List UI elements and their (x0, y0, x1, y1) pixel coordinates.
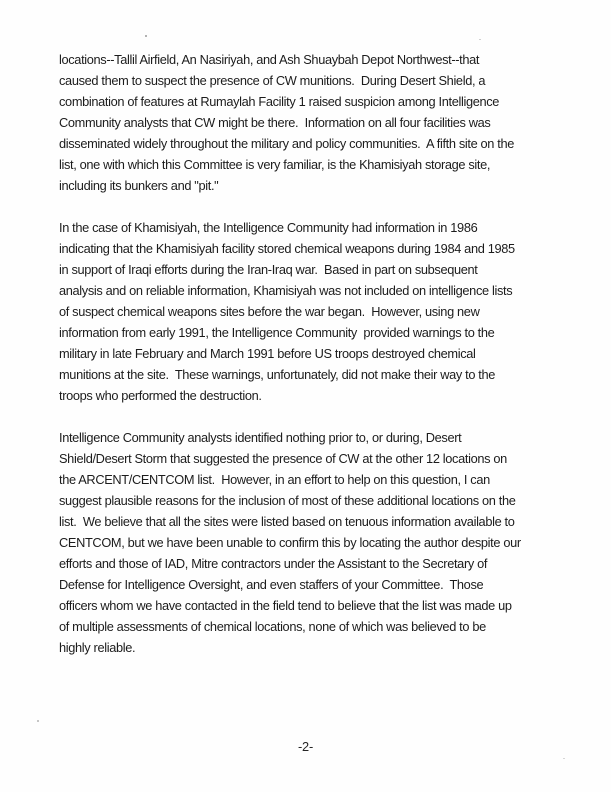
text-line: caused them to suspect the presence of CW munitions. During Desert Shield, a (59, 73, 486, 88)
text-line: including its bunkers and "pit." (59, 178, 219, 193)
text-line: combination of features at Rumaylah Facility 1 raised suspicion among Intelligence (59, 94, 500, 109)
text-line: Defense for Intelligence Oversight, and even staffers of your Committee. Those (59, 577, 484, 592)
text-line: In the case of Khamisiyah, the Intelligence Community had information in 1986 (59, 220, 478, 235)
scan-speck (145, 35, 147, 37)
paragraph-1 (59, 49, 564, 196)
text-line: in support of Iraqi efforts during the Iran-Iraq war. Based in part on subsequent (59, 262, 478, 277)
text-line: military in late February and March 1991 before US troops destroyed chemical (59, 346, 476, 361)
text-line: highly reliable. (59, 640, 136, 655)
text-line: locations--Tallil Airfield, An Nasiriyah, and Ash Shuaybah Depot Northwest--that (59, 52, 480, 67)
text-line: analysis and on reliable information, Khamisiyah was not included on intelligence lists (59, 283, 513, 298)
paragraph-2 (59, 217, 564, 406)
text-line: list. We believe that all the sites were listed based on tenuous information available to (59, 514, 515, 529)
text-line: of multiple assessments of chemical locations, none of which was believed to be (59, 619, 486, 634)
text-line: efforts and those of IAD, Mitre contractors under the Assistant to the Secretary of (59, 556, 488, 571)
scan-speck (37, 720, 39, 722)
text-line: Intelligence Community analysts identified nothing prior to, or during, Desert (59, 430, 462, 445)
text-line: information from early 1991, the Intelligence Community provided warnings to the (59, 325, 495, 340)
text-line: Community analysts that CW might be there. Information on all four facilities was (59, 115, 491, 130)
text-line: troops who performed the destruction. (59, 388, 262, 403)
text-line: list, one with which this Committee is very familiar, is the Khamisiyah storage site, (59, 157, 491, 172)
text-line: disseminated widely throughout the military and policy communities. A fifth site on the (59, 136, 515, 151)
scan-speck (563, 758, 565, 759)
text-line: CENTCOM, but we have been unable to confirm this by locating the author despite our (59, 535, 521, 550)
text-line: officers whom we have contacted in the field tend to believe that the list was made up (59, 598, 512, 613)
page-number: -2- (297, 739, 314, 754)
text-line: suggest plausible reasons for the inclusion of most of these additional locations on the (59, 493, 516, 508)
text-line: munitions at the site. These warnings, unfortunately, did not make their way to the (59, 367, 496, 382)
text-line: Shield/Desert Storm that suggested the presence of CW at the other 12 locations on (59, 451, 507, 466)
scan-speck (479, 39, 481, 40)
paragraph-3 (59, 427, 564, 658)
document-body (59, 49, 564, 679)
text-line: indicating that the Khamisiyah facility stored chemical weapons during 1984 and 1985 (59, 241, 515, 256)
text-line: of suspect chemical weapons sites before the war began. However, using new (59, 304, 480, 319)
text-line: the ARCENT/CENTCOM list. However, in an effort to help on this question, I can (59, 472, 490, 487)
